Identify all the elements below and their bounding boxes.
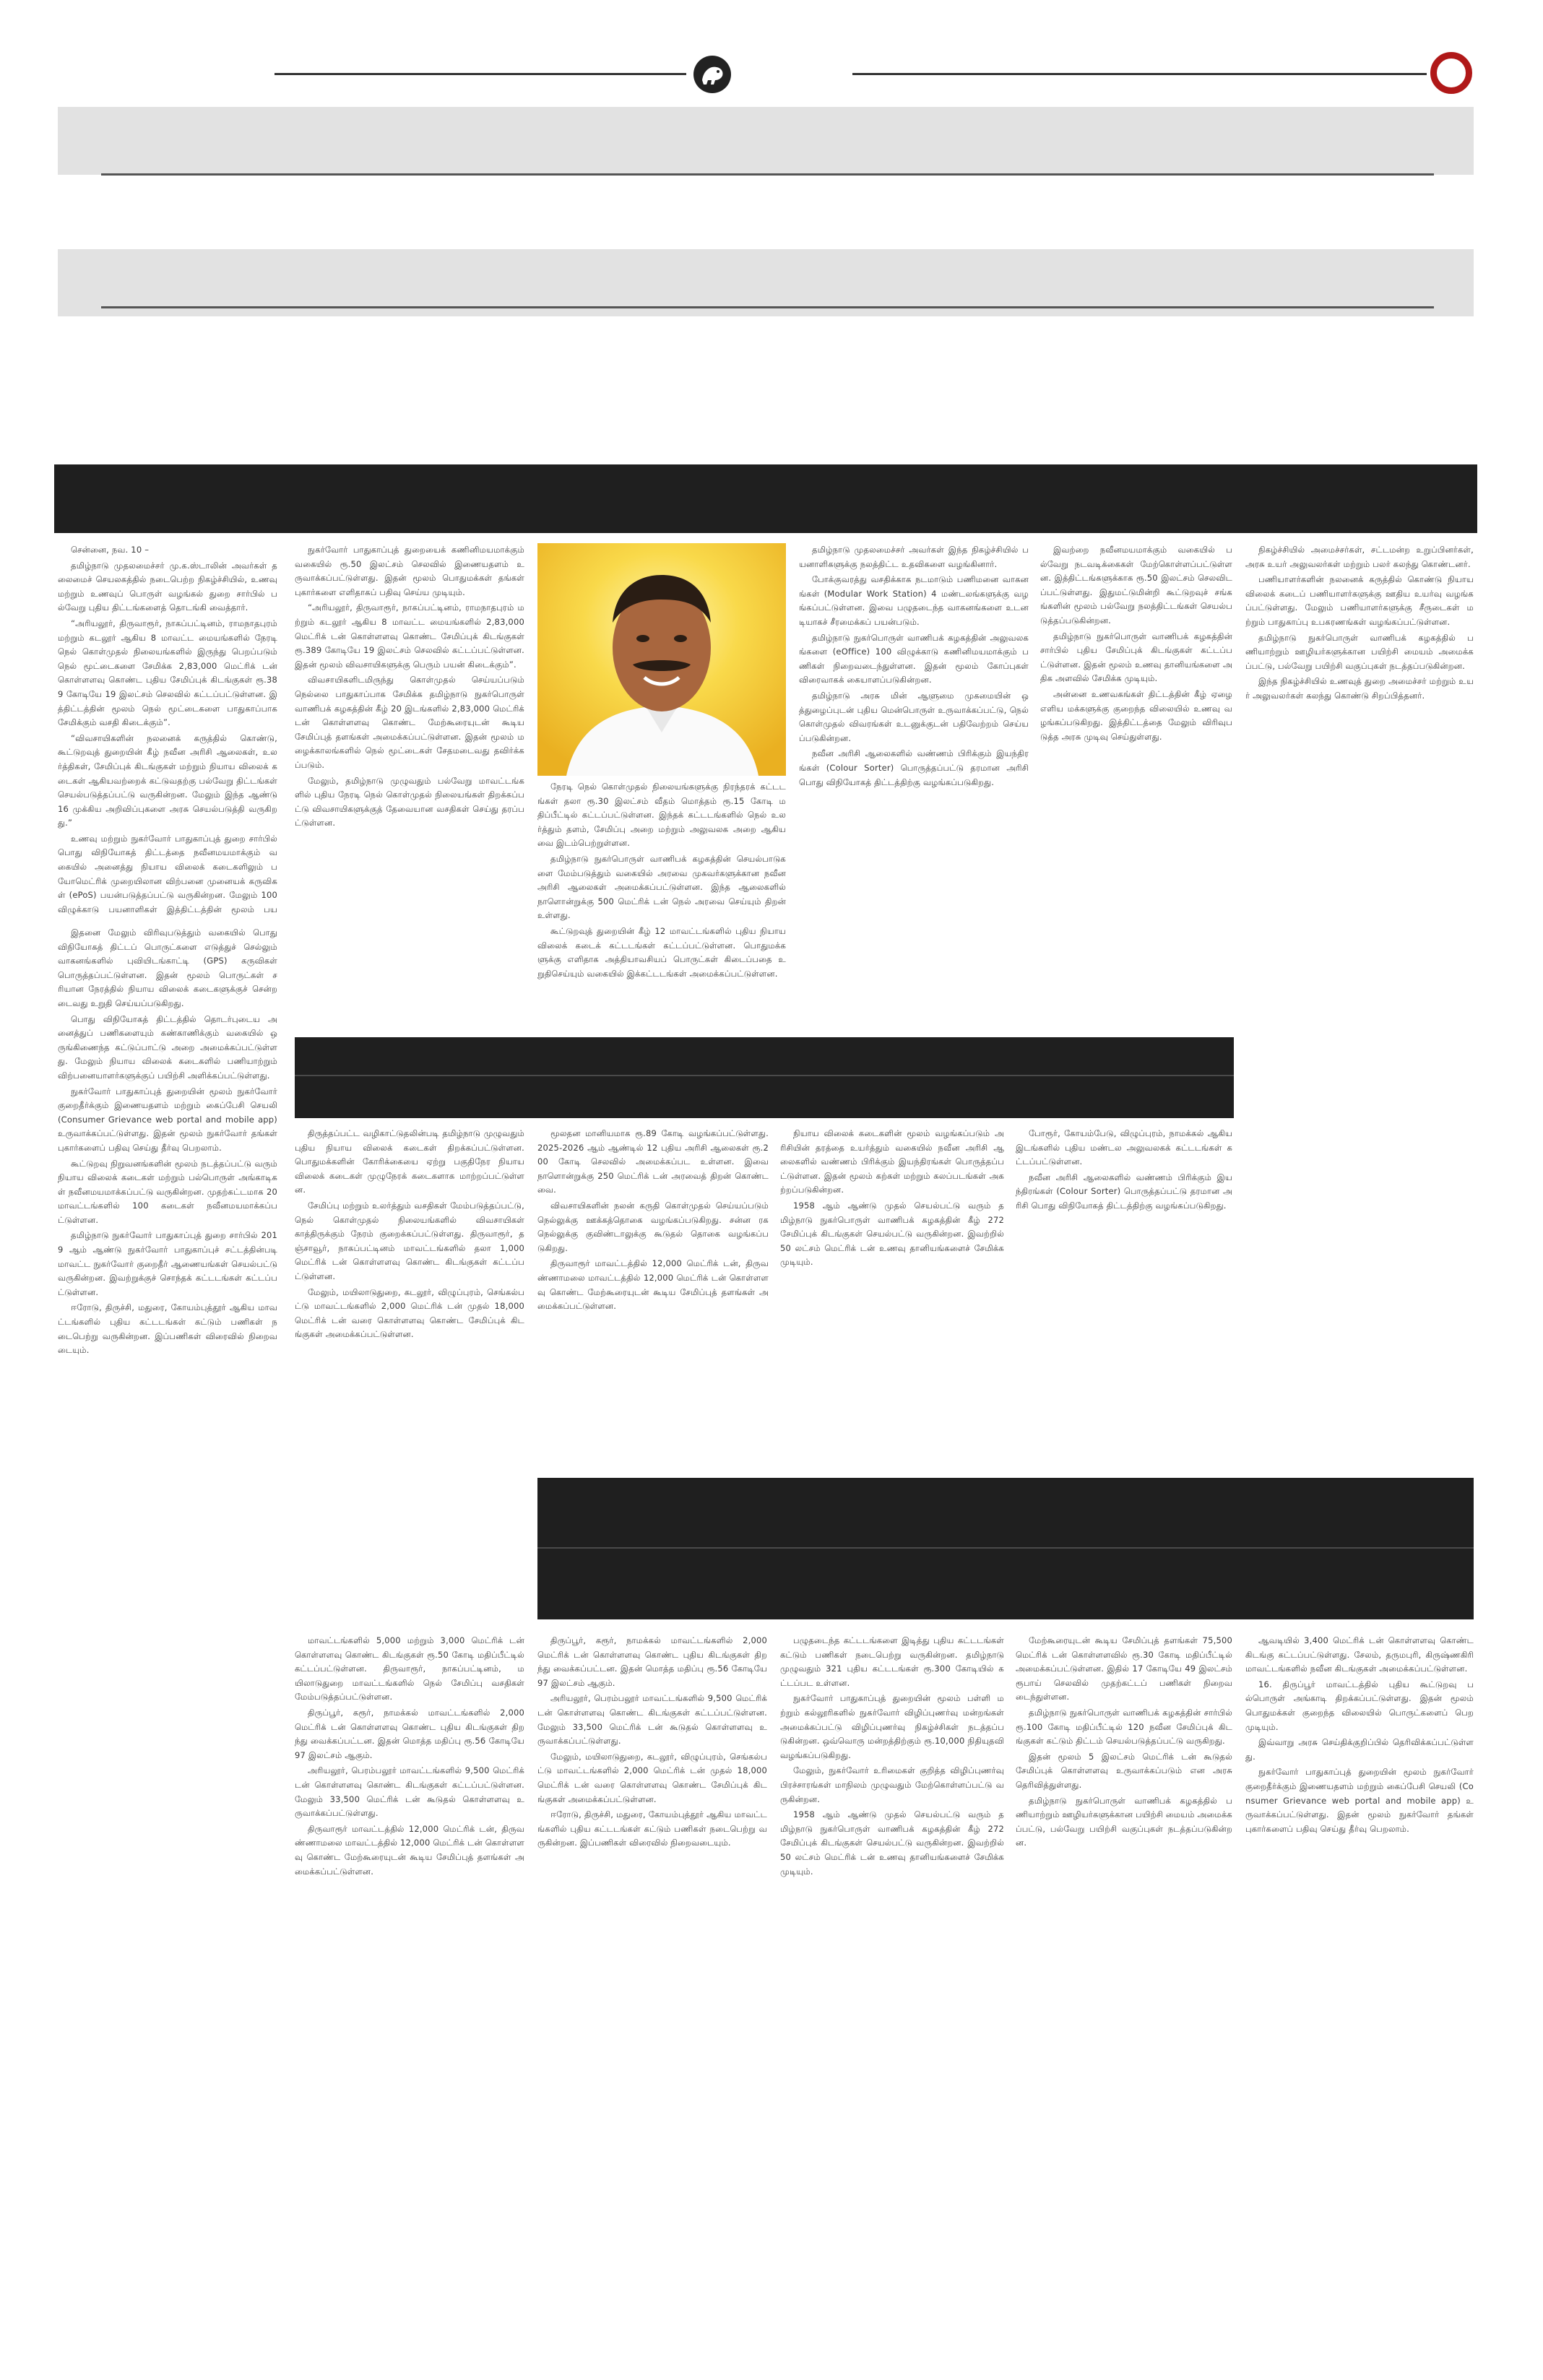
article-column-1-lower: இதனை மேலும் விரிவுபடுத்தும் வகையில் பொது விநியோகத் திட்டப் பொருட்களை எடுத்துச் செல்லும் வாகனங்களில் புவியிடங்காட்டி (GPS) கருவிகள் பொருத்தப்பட்டுள்ளன. இதன் மூலம் பொருட்கள் சரியான நேரத்தில் நியாய விலைக் கடைகளுக்குச் சென்றடைவது உறுதி செய்யப்படுகிறது. பொது விநியோகத் திட்டத்தில் தொடர்புடைய அனைத்துப் பணிகளையும் கண்காணிக்கும் வகையில் ஒருங்கிணைந்த கட்டுப்பாட்டு அறை அமைக்கப்பட்டுள்ளது. மேலும் நியாய விலைக் கடைகளில் பணியாற்றும் விற்பனையாளர்களுக்குப் பயிற்சி அளிக்கப்பட்டுள்ளது. நுகர்வோர் பாதுகாப்புத் துறையின் மூலம் நுகர்வோர் குறைதீர்க்கும் இணையதளம் மற்றும் கைப்பேசி செயலி (Consumer Grievance web portal and mobile app) உருவாக்கப்பட்டுள்ளது. இதன் மூலம் நுகர்வோர் தங்கள் புகார்களைப் பதிவு செய்து தீர்வு பெறலாம். கூட்டுறவு நிறுவனங்களின் மூலம் நடத்தப்பட்டு வரும் நியாய விலைக் கடைகள் மற்றும் பல்பொருள் அங்காடிகள் நவீனமயமாக்கப்பட்டு வருகின்றன. முதற்கட்டமாக 20 மாவட்டங்களில் 100 கடைகள் நவீனமயமாக்கப்பட்டுள்ளன. தமிழ்நாடு நுகர்வோர் பாதுகாப்புத் துறை சார்பில் 2019 ஆம் ஆண்டு நுகர்வோர் பாதுகாப்புச் சட்டத்தின்படி மாவட்ட நுகர்வோர் குறைதீர் ஆணையங்கள் செயல்பட்டு வருகின்றன. இவற்றுக்குச் சொந்தக் கட்டடங்கள் கட்டப்பட்டுள்ளன. ஈரோடு, திருச்சி, மதுரை, கோயம்புத்தூர் ஆகிய மாவட்டங்களில் புதிய கட்டடங்கள் கட்டும் பணிகள் நடைபெற்று வருகின்றன. இப்பணிகள் விரைவில் நிறைவடையும்.	[58, 927, 277, 1356]
page-number-circle	[1430, 52, 1472, 94]
headline-band-top	[58, 107, 1474, 175]
article-column-6-bottom: ஆவடியில் 3,400 மெட்ரிக் டன் கொள்ளளவு கொண்ட கிடங்கு கட்டப்பட்டுள்ளது. சேலம், தருமபுரி, கிருஷ்ணகிரி மாவட்டங்களில் நவீன கிடங்குகள் அமைக்கப்பட்டுள்ளன. 16. திருப்பூர் மாவட்டத்தில் புதிய கூட்டுறவு பல்பொருள் அங்காடி திறக்கப்பட்டுள்ளது. இதன் மூலம் பொதுமக்கள் குறைந்த விலையில் பொருட்களைப் பெற முடியும். இவ்வாறு அரசு செய்திக்குறிப்பில் தெரிவிக்கப்பட்டுள்ளது. நுகர்வோர் பாதுகாப்புத் துறையின் மூலம் நுகர்வோர் குறைதீர்க்கும் இணையதளம் மற்றும் கைப்பேசி செயலி (Consumer Grievance web portal and mobile app) உருவாக்கப்பட்டுள்ளது. இதன் மூலம் நுகர்வோர் தங்கள் புகார்களைப் பதிவு செய்து தீர்வு பெறலாம்.	[1245, 1635, 1474, 1834]
subheading-box-middle	[295, 1037, 1234, 1118]
article-column-4-middle: நியாய விலைக் கடைகளின் மூலம் வழங்கப்படும் அரிசியின் தரத்தை உயர்த்தும் வகையில் நவீன அரிசி ஆலைகளில் வண்ணம் பிரிக்கும் இயந்திரங்கள் பொருத்தப்பட்டுள்ளன. இதன் மூலம் கற்கள் மற்றும் கலப்படங்கள் அகற்றப்படுகின்றன. 1958 ஆம் ஆண்டு முதல் செயல்பட்டு வரும் தமிழ்நாடு நுகர்பொருள் வாணிபக் கழகத்தின் கீழ் 272 சேமிப்புக் கிடங்குகள் செயல்பட்டு வருகின்றன. இவற்றில் 50 லட்சம் மெட்ரிக் டன் உணவு தானியங்களைச் சேமிக்க முடியும்.	[780, 1128, 1004, 1268]
masthead-rule-right	[852, 73, 1427, 75]
newspaper-logo-icon	[692, 54, 732, 95]
headline-band-top-rule	[101, 173, 1434, 176]
article-dateline: சென்னை, நவ. 10 –	[71, 545, 150, 555]
article-column-2: நுகர்வோர் பாதுகாப்புத் துறையைக் கணினிமயமாக்கும் வகையில் ரூ.50 இலட்சம் செலவில் இணையதளம் உருவாக்கப்பட்டுள்ளது. இதன் மூலம் பொதுமக்கள் தங்கள் புகார்களை எளிதாகப் பதிவு செய்ய முடியும். “அரியலூர், திருவாரூர், நாகப்பட்டினம், ராமநாதபுரம் மற்றும் கடலூர் ஆகிய 8 மாவட்ட மையங்களில் 2,83,000 மெட்ரிக் டன் கொள்ளளவு கொண்ட சேமிப்புக் கிடங்குகள் ரூ.389 கோடியே 19 இலட்சம் செலவில் கட்டப்பட்டுள்ளன. இதன் மூலம் விவசாயிகளுக்கு பெரும் பயன் கிடைக்கும்”. விவசாயிகளிடமிருந்து கொள்முதல் செய்யப்படும் நெல்லை பாதுகாப்பாக சேமிக்க தமிழ்நாடு நுகர்பொருள் வாணிபக் கழகத்தின் கீழ் 20 இடங்களில் 2,83,000 மெட்ரிக் டன் கொள்ளளவு கொண்ட மேற்கூரையுடன் கூடிய சேமிப்புத் தளங்கள் அமைக்கப்பட்டுள்ளன. இதன் மூலம் மழைக்காலங்களில் நெல் மூட்டைகள் சேதமடைவது தவிர்க்கப்படும். மேலும், தமிழ்நாடு முழுவதும் பல்வேறு மாவட்டங்களில் புதிய நேரடி நெல் கொள்முதல் நிலையங்கள் திறக்கப்பட்டு விவசாயிகளுக்குத் தேவையான வசதிகள் செய்து தரப்பட்டுள்ளன.	[295, 545, 524, 828]
minister-portrait-photo	[537, 543, 786, 776]
headline-band-second-rule	[101, 306, 1434, 308]
article-column-4: தமிழ்நாடு முதலமைச்சர் அவர்கள் இந்த நிகழ்ச்சியில் பயனாளிகளுக்கு நலத்திட்ட உதவிகளை வழங்கினார். போக்குவரத்து வசதிக்காக நடமாடும் பணிமனை வாகனங்கள் (Modular Work Station) 4 மண்டலங்களுக்கு வழங்கப்பட்டுள்ளன. இவை பழுதடைந்த வாகனங்களை உடனடியாகச் சீரமைக்கப் பயன்படும். தமிழ்நாடு நுகர்பொருள் வாணிபக் கழகத்தின் அலுவலகங்களை (eOffice) 100 விழுக்காடு கணினிமயமாக்கும் பணிகள் நிறைவடைந்துள்ளன. இதன் மூலம் கோப்புகள் விரைவாகக் கையாளப்படுகின்றன. தமிழ்நாடு அரசு மின் ஆளுமை முகமையின் ஒத்துழைப்புடன் புதிய மென்பொருள் உருவாக்கப்பட்டு, நெல் கொள்முதல் விவரங்கள் உடனுக்குடன் பதிவேற்றம் செய்யப்படுகின்றன. நவீன அரிசி ஆலைகளில் வண்ணம் பிரிக்கும் இயந்திரங்கள் (Colour Sorter) பொருத்தப்பட்டு தரமான அரிசி பொது விநியோகத் திட்டத்திற்கு வழங்கப்படுகிறது.	[799, 545, 1029, 787]
subheading-box-lower	[537, 1478, 1474, 1619]
article-column-2-bottom: மாவட்டங்களில் 5,000 மற்றும் 3,000 மெட்ரிக் டன் கொள்ளளவு கொண்ட கிடங்குகள் ரூ.50 கோடி மதிப்பீட்டில் கட்டப்பட்டுள்ளன. திருவாரூர், நாகப்பட்டினம், மயிலாடுதுறை மாவட்டங்களில் நெல் சேமிப்பு வசதிகள் மேம்படுத்தப்பட்டுள்ளன. திருப்பூர், கரூர், நாமக்கல் மாவட்டங்களில் 2,000 மெட்ரிக் டன் கொள்ளளவு கொண்ட புதிய கிடங்குகள் திறந்து வைக்கப்பட்டன. இதன் மொத்த மதிப்பு ரூ.56 கோடியே 97 இலட்சம் ஆகும். அரியலூர், பெரம்பலூர் மாவட்டங்களில் 9,500 மெட்ரிக் டன் கொள்ளளவு கொண்ட கிடங்குகள் கட்டப்பட்டுள்ளன. மேலும் 33,500 மெட்ரிக் டன் கூடுதல் கொள்ளளவு உருவாக்கப்பட்டுள்ளது. திருவாரூர் மாவட்டத்தில் 12,000 மெட்ரிக் டன், திருவண்ணாமலை மாவட்டத்தில் 12,000 மெட்ரிக் டன் கொள்ளளவு கொண்ட மேற்கூரையுடன் கூடிய சேமிப்புத் தளங்கள் அமைக்கப்பட்டுள்ளன.	[295, 1635, 524, 1877]
article-column-5-middle: போரூர், கோயம்பேடு, விழுப்புரம், நாமக்கல் ஆகிய இடங்களில் புதிய மண்டல அலுவலகக் கட்டடங்கள் கட்டப்பட்டுள்ளன. நவீன அரிசி ஆலைகளில் வண்ணம் பிரிக்கும் இயந்திரங்கள் (Colour Sorter) பொருத்தப்பட்டு தரமான அரிசி பொது விநியோகத் திட்டத்திற்கு வழங்கப்படுகிறது.	[1016, 1128, 1232, 1211]
article-column-3-bottom: திருப்பூர், கரூர், நாமக்கல் மாவட்டங்களில் 2,000 மெட்ரிக் டன் கொள்ளளவு கொண்ட புதிய கிடங்குகள் திறந்து வைக்கப்பட்டன. இதன் மொத்த மதிப்பு ரூ.56 கோடியே 97 இலட்சம் ஆகும். அரியலூர், பெரம்பலூர் மாவட்டங்களில் 9,500 மெட்ரிக் டன் கொள்ளளவு கொண்ட கிடங்குகள் கட்டப்பட்டுள்ளன. மேலும் 33,500 மெட்ரிக் டன் கூடுதல் கொள்ளளவு உருவாக்கப்பட்டுள்ளது. மேலும், மயிலாடுதுறை, கடலூர், விழுப்புரம், செங்கல்பட்டு மாவட்டங்களில் 2,000 மெட்ரிக் டன் முதல் 18,000 மெட்ரிக் டன் வரை கொள்ளளவு கொண்ட சேமிப்புக் கிடங்குகள் அமைக்கப்பட்டுள்ளன. ஈரோடு, திருச்சி, மதுரை, கோயம்புத்தூர் ஆகிய மாவட்டங்களில் புதிய கட்டடங்கள் கட்டும் பணிகள் நடைபெற்று வருகின்றன. இப்பணிகள் விரைவில் நிறைவடையும்.	[537, 1635, 767, 1848]
article-column-4-bottom: பழுதடைந்த கட்டடங்களை இடித்து புதிய கட்டடங்கள் கட்டும் பணிகள் நடைபெற்று வருகின்றன. தமிழ்நாடு முழுவதும் 321 புதிய கட்டடங்கள் ரூ.300 கோடியில் கட்டப்பட உள்ளன. நுகர்வோர் பாதுகாப்புத் துறையின் மூலம் பள்ளி மற்றும் கல்லூரிகளில் நுகர்வோர் விழிப்புணர்வு மன்றங்கள் அமைக்கப்பட்டு விழிப்புணர்வு நிகழ்ச்சிகள் நடத்தப்படுகின்றன. ஒவ்வொரு மன்றத்திற்கும் ரூ.10,000 நிதியுதவி வழங்கப்படுகிறது. மேலும், நுகர்வோர் உரிமைகள் குறித்த விழிப்புணர்வு பிரச்சாரங்கள் மாநிலம் முழுவதும் மேற்கொள்ளப்பட்டு வருகின்றன. 1958 ஆம் ஆண்டு முதல் செயல்பட்டு வரும் தமிழ்நாடு நுகர்பொருள் வாணிபக் கழகத்தின் கீழ் 272 சேமிப்புக் கிடங்குகள் செயல்பட்டு வருகின்றன. இவற்றில் 50 லட்சம் மெட்ரிக் டன் உணவு தானியங்களைச் சேமிக்க முடியும்.	[780, 1635, 1004, 1877]
article-column-1: சென்னை, நவ. 10 – தமிழ்நாடு முதலமைச்சர் மு.க.ஸ்டாலின் அவர்கள் தலைமைச் செயலகத்தில் நடைபெற்ற நிகழ்ச்சியில், உணவு மற்றும் உணவுப் பொருள் வழங்கல் துறை சார்பில் பல்வேறு புதிய திட்டங்களைத் தொடங்கி வைத்தார். “அரியலூர், திருவாரூர், நாகப்பட்டினம், ராமநாதபுரம் மற்றும் கடலூர் ஆகிய 8 மாவட்ட மையங்களில் நேரடி நெல் கொள்முதல் நிலையங்களில் இருந்து பெறப்படும் நெல் மூட்டைகளை சேமிக்க 2,83,000 மெட்ரிக் டன் கொள்ளளவு கொண்ட புதிய சேமிப்புக் கிடங்குகள் ரூ.389 கோடியே 19 இலட்சம் செலவில் கட்டப்பட்டுள்ளன. இத்திட்டத்தின் மூலம் நெல் மூட்டைகளை பாதுகாப்பாக சேமிக்கும் வசதி கிடைக்கும்”. “விவசாயிகளின் நலனைக் கருத்தில் கொண்டு, கூட்டுறவுத் துறையின் கீழ் நவீன அரிசி ஆலைகள், உலர்த்திகள், சேமிப்புக் கிடங்குகள் மற்றும் நியாய விலைக் கடைகள் ஆகியவற்றைக் கட்டுவதற்கு பல்வேறு திட்டங்கள் செயல்படுத்தப்பட்டு வருகின்றன. மேலும் இந்த ஆண்டு 16 முக்கிய அறிவிப்புகளை அரசு செயல்படுத்தி வருகிறது.” உணவு மற்றும் நுகர்வோர் பாதுகாப்புத் துறை சார்பில் பொது விநியோகத் திட்டத்தை நவீனமயமாக்கும் வகையில் அனைத்து நியாய விலைக் கடைகளிலும் பயோமெட்ரிக் முறையிலான விற்பனை முனையக் கருவிகள் (ePoS) பயன்படுத்தப்பட்டு வருகின்றன. மேலும் 100 விழுக்காடு பயனாளிகள் இத்திட்டத்தின் மூலம் பய	[58, 545, 277, 914]
masthead-rule-left	[275, 73, 686, 75]
article-column-3: நேரடி நெல் கொள்முதல் நிலையங்களுக்கு நிரந்தரக் கட்டடங்கள் தலா ரூ.30 இலட்சம் வீதம் மொத்தம் ரூ.15 கோடி மதிப்பீட்டில் கட்டப்பட்டுள்ளன. இந்தக் கட்டடங்களில் நெல் உலர்த்தும் தளம், சேமிப்பு அறை மற்றும் அலுவலக அறை ஆகியவை இடம்பெற்றுள்ளன. தமிழ்நாடு நுகர்பொருள் வாணிபக் கழகத்தின் செயல்பாடுகளை மேம்படுத்தும் வகையில் அரவை முகவர்களுக்கான நவீன அரிசி ஆலைகள் அமைக்கப்பட்டுள்ளன. இந்த ஆலைகளில் நாளொன்றுக்கு 500 மெட்ரிக் டன் நெல் அரவை செய்யும் திறன் உள்ளது. கூட்டுறவுத் துறையின் கீழ் 12 மாவட்டங்களில் புதிய நியாய விலைக் கடைக் கட்டடங்கள் கட்டப்பட்டுள்ளன. பொதுமக்களுக்கு எளிதாக அத்தியாவசியப் பொருட்கள் கிடைப்பதை உறுதிசெய்யும் வகையில் இக்கட்டடங்கள் அமைக்கப்பட்டுள்ளன.	[537, 782, 786, 979]
article-column-5-bottom: மேற்கூரையுடன் கூடிய சேமிப்புத் தளங்கள் 75,500 மெட்ரிக் டன் கொள்ளளவில் ரூ.30 கோடி மதிப்பீட்டில் அமைக்கப்பட்டுள்ளன. இதில் 17 கோடியே 49 இலட்சம் ரூபாய் செலவில் முதற்கட்டப் பணிகள் நிறைவடைந்துள்ளன. தமிழ்நாடு நுகர்பொருள் வாணிபக் கழகத்தின் சார்பில் ரூ.100 கோடி மதிப்பீட்டில் 120 நவீன சேமிப்புக் கிடங்குகள் கட்டும் திட்டம் செயல்படுத்தப்பட்டு வருகிறது. இதன் மூலம் 5 இலட்சம் மெட்ரிக் டன் கூடுதல் சேமிப்புக் கொள்ளளவு உருவாக்கப்படும் என அரசு தெரிவித்துள்ளது. தமிழ்நாடு நுகர்பொருள் வாணிபக் கழகத்தில் பணியாற்றும் ஊழியர்களுக்கான பயிற்சி மையம் அமைக்கப்பட்டு, பல்வேறு பயிற்சி வகுப்புகள் நடத்தப்படுகின்றன.	[1016, 1635, 1232, 1848]
main-headline-bar	[54, 464, 1477, 533]
article-column-3-middle: மூலதன மானியமாக ரூ.89 கோடி வழங்கப்பட்டுள்ளது. 2025-2026 ஆம் ஆண்டில் 12 புதிய அரிசி ஆலைகள் ரூ.200 கோடி செலவில் அமைக்கப்பட உள்ளன. இவை நாளொன்றுக்கு 250 மெட்ரிக் டன் அரவைத் திறன் கொண்டவை. விவசாயிகளின் நலன் கருதி கொள்முதல் செய்யப்படும் நெல்லுக்கு ஊக்கத்தொகை வழங்கப்படுகிறது. சன்ன ரக நெல்லுக்கு குவிண்டாலுக்கு கூடுதல் தொகை வழங்கப்படுகிறது. திருவாரூர் மாவட்டத்தில் 12,000 மெட்ரிக் டன், திருவண்ணாமலை மாவட்டத்தில் 12,000 மெட்ரிக் டன் கொள்ளளவு கொண்ட மேற்கூரையுடன் கூடிய சேமிப்புத் தளங்கள் அமைக்கப்பட்டுள்ளன.	[537, 1128, 769, 1312]
article-column-2-middle: திருத்தப்பட்ட வழிகாட்டுதலின்படி தமிழ்நாடு முழுவதும் புதிய நியாய விலைக் கடைகள் திறக்கப்பட்டுள்ளன. பொதுமக்களின் கோரிக்கையை ஏற்று பகுதிநேர நியாய விலைக் கடைகள் முழுநேரக் கடைகளாக மாற்றப்பட்டுள்ளன. சேமிப்பு மற்றும் உலர்த்தும் வசதிகள் மேம்படுத்தப்பட்டு, நெல் கொள்முதல் நிலையங்களில் விவசாயிகள் காத்திருக்கும் நேரம் குறைக்கப்பட்டுள்ளது. திருவாரூர், தஞ்சாவூர், நாகப்பட்டினம் மாவட்டங்களில் தலா 1,000 மெட்ரிக் டன் கொள்ளளவு கொண்ட கிடங்குகள் கட்டப்பட்டுள்ளன. மேலும், மயிலாடுதுறை, கடலூர், விழுப்புரம், செங்கல்பட்டு மாவட்டங்களில் 2,000 மெட்ரிக் டன் முதல் 18,000 மெட்ரிக் டன் வரை கொள்ளளவு கொண்ட சேமிப்புக் கிடங்குகள் அமைக்கப்பட்டுள்ளன.	[295, 1128, 524, 1340]
article-column-6: நிகழ்ச்சியில் அமைச்சர்கள், சட்டமன்ற உறுப்பினர்கள், அரசு உயர் அலுவலர்கள் மற்றும் பலர் கலந்து கொண்டனர். பணியாளர்களின் நலனைக் கருத்தில் கொண்டு நியாய விலைக் கடைப் பணியாளர்களுக்கு ஊதிய உயர்வு வழங்கப்பட்டுள்ளது. மேலும் பணியாளர்களுக்கு சீருடைகள் மற்றும் பாதுகாப்பு உபகரணங்கள் வழங்கப்பட்டுள்ளன. தமிழ்நாடு நுகர்பொருள் வாணிபக் கழகத்தில் பணியாற்றும் ஊழியர்களுக்கான பயிற்சி மையம் அமைக்கப்பட்டு, பல்வேறு பயிற்சி வகுப்புகள் நடத்தப்படுகின்றன. இந்த நிகழ்ச்சியில் உணவுத் துறை அமைச்சர் மற்றும் உயர் அலுவலர்கள் கலந்து கொண்டு சிறப்பித்தனர்.	[1245, 545, 1474, 701]
article-column-5: இவற்றை நவீனமயமாக்கும் வகையில் பல்வேறு நடவடிக்கைகள் மேற்கொள்ளப்பட்டுள்ளன. இத்திட்டங்களுக்காக ரூ.50 இலட்சம் செலவிடப்பட்டுள்ளது. இதுமட்டுமின்றி கூட்டுறவுச் சங்கங்களின் மூலம் பல்வேறு நலத்திட்டங்கள் செயல்படுத்தப்படுகின்றன. தமிழ்நாடு நுகர்பொருள் வாணிபக் கழகத்தின் சார்பில் புதிய சேமிப்புக் கிடங்குகள் கட்டப்பட்டுள்ளன. இதன் மூலம் உணவு தானியங்களை அதிக அளவில் சேமிக்க முடியும். அன்னை உணவகங்கள் திட்டத்தின் கீழ் ஏழை எளிய மக்களுக்கு குறைந்த விலையில் உணவு வழங்கப்படுகிறது. இத்திட்டத்தை மேலும் விரிவுபடுத்த அரசு முடிவு செய்துள்ளது.	[1040, 545, 1232, 742]
